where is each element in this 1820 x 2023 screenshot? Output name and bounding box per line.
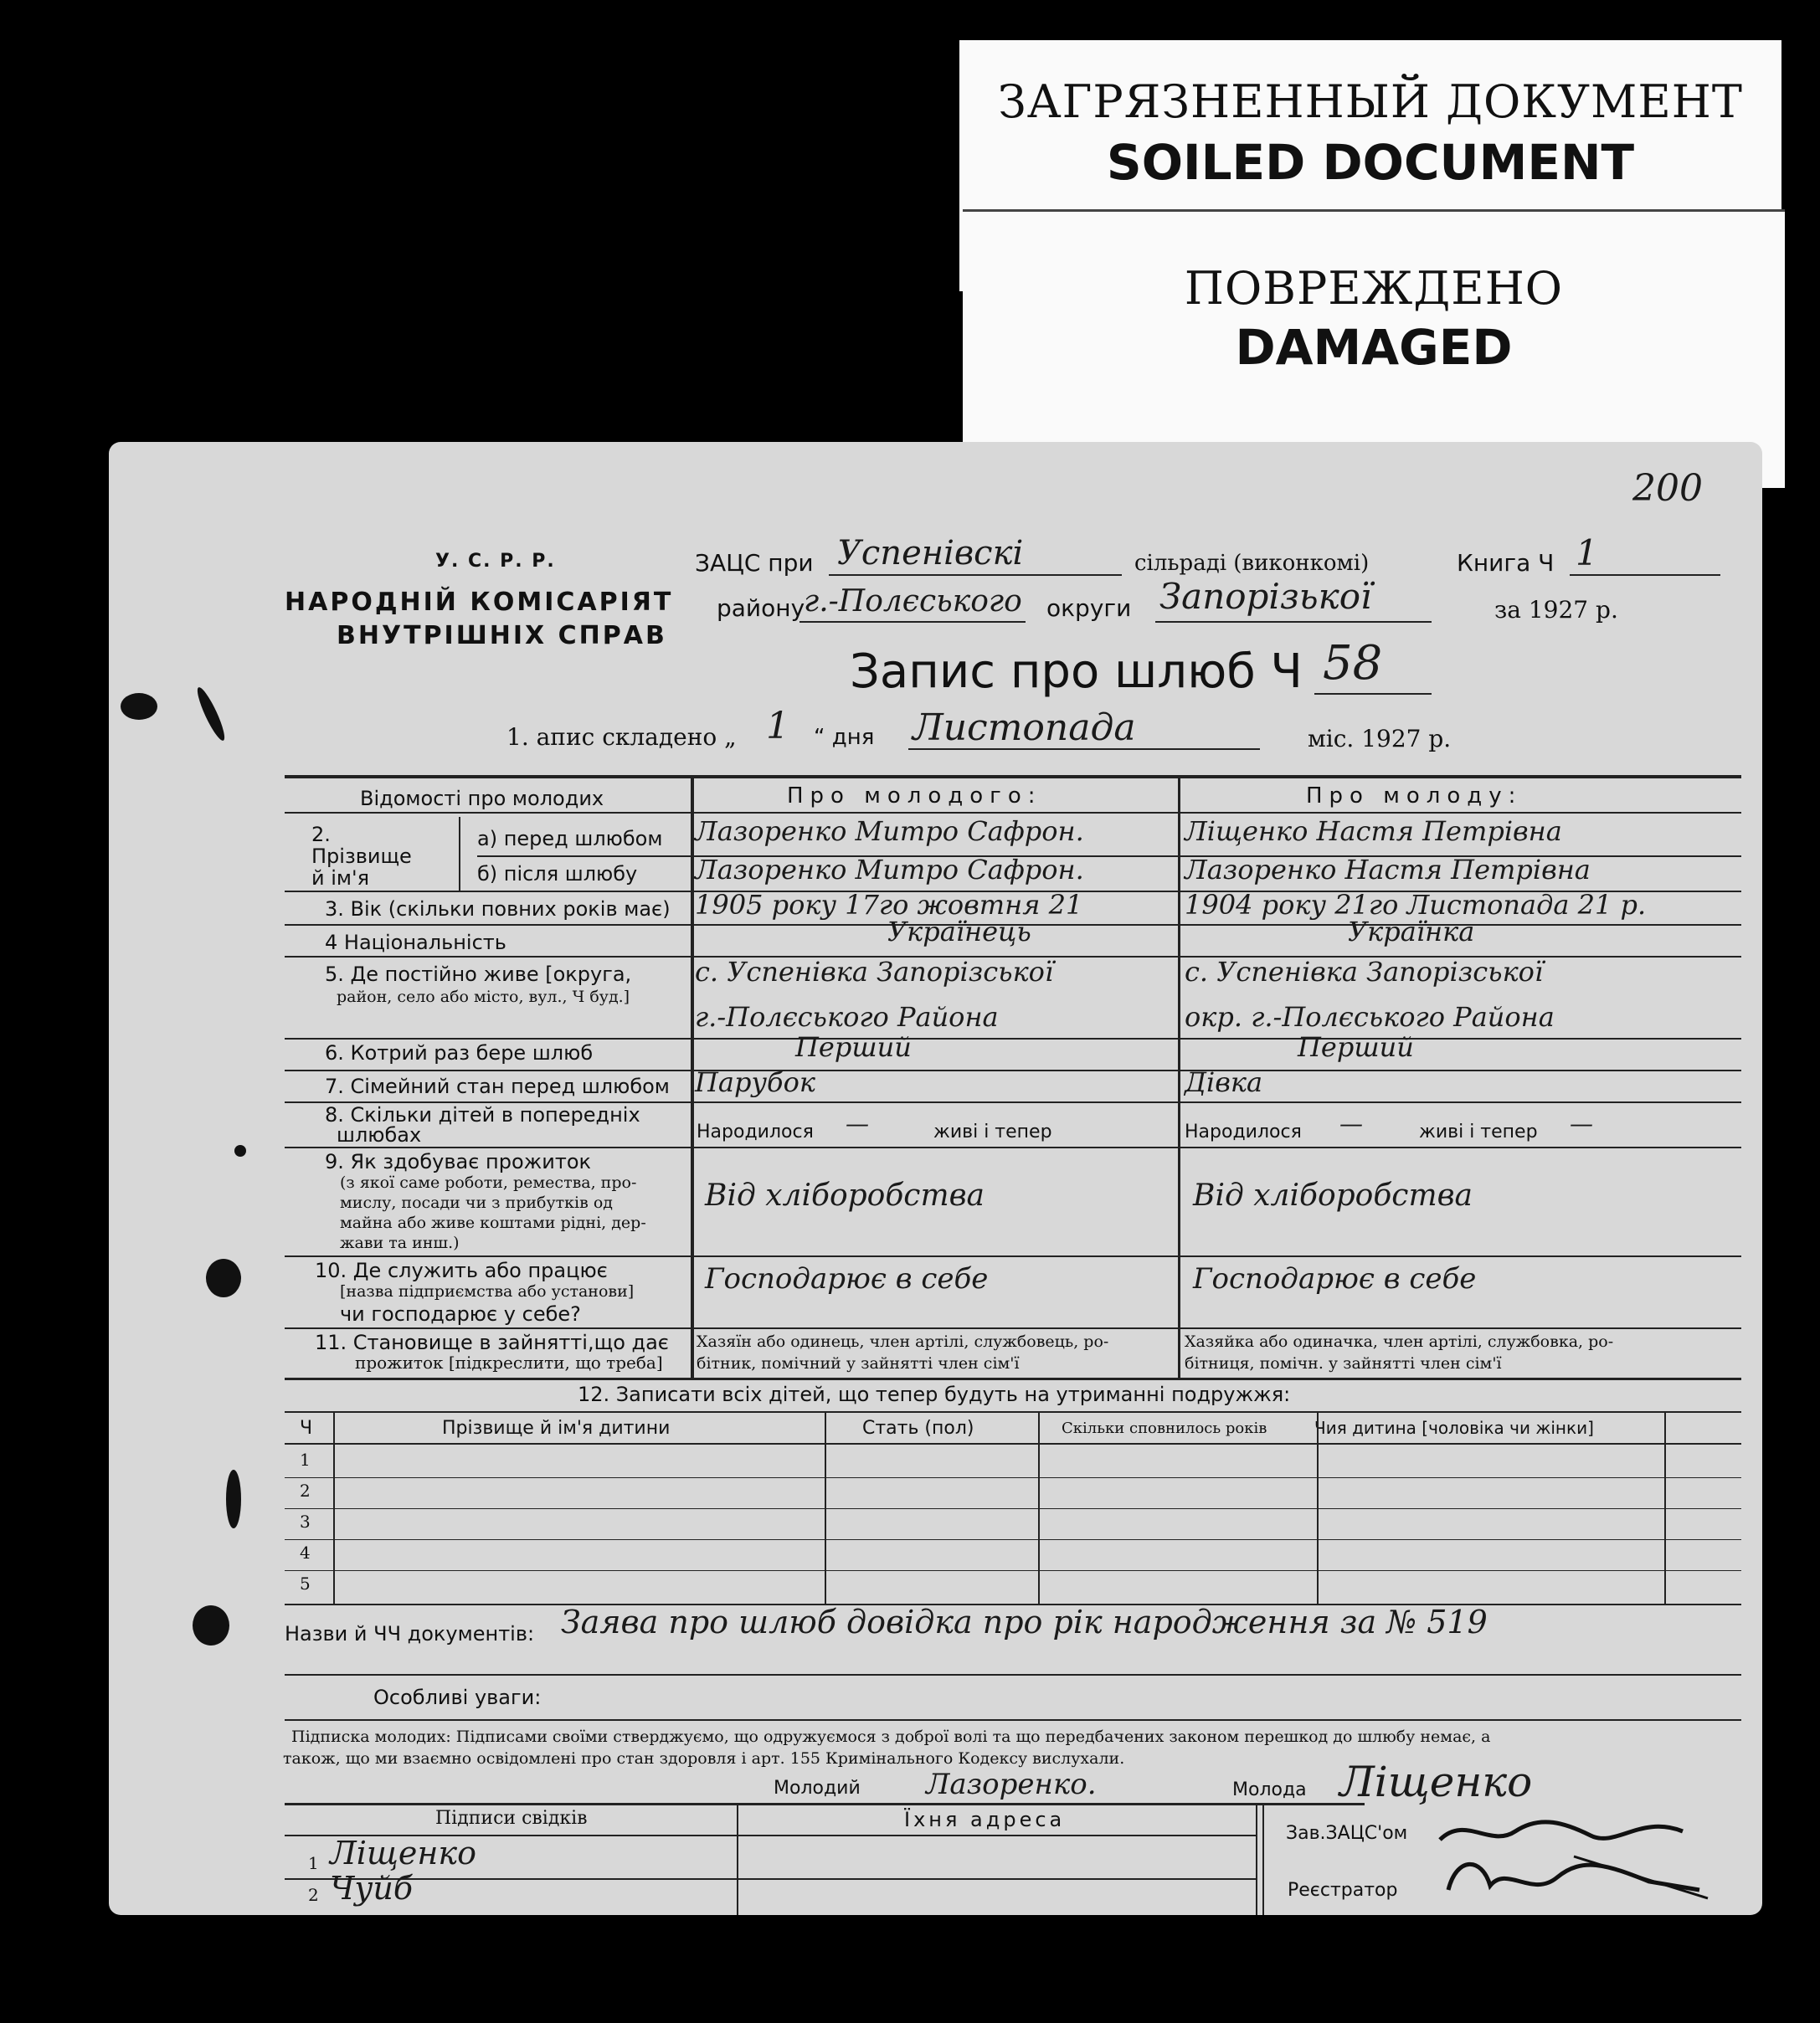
groom-name-after: Лазоренко Митро Сафрон. [695,854,1084,886]
composed-prefix: 1. апис складено „ [506,723,737,751]
bride-status-options-2: бітниця, помічн. у зайнятті член сім'ї [1185,1354,1502,1373]
declaration-line2: також, що ми взаємно освідомлені про стан здоровля і арт. 155 Кримінального Кодексу вислухали. [283,1749,1125,1768]
child-row-divider [285,1508,1741,1509]
groom-residence-2: г.-Полєського Района [695,1001,999,1033]
bride-name-before: Ліщенко Настя Петрівна [1185,815,1562,847]
bride-nationality: Українка [1348,916,1475,947]
bride-age: 1904 року 21го Листопада 21 р. [1185,889,1647,921]
child-row-divider [285,1570,1741,1571]
row11-label: 11. Становище в зайнятті,що дає [315,1331,669,1354]
children-col-whose: Чия дитина [чоловіка чи жінки] [1314,1418,1594,1438]
row3-label: 3. Вік (скільки повних років має) [325,897,671,921]
child-row-number: 5 [300,1574,311,1594]
witness-2-num: 2 [308,1885,319,1905]
bride-times: Перший [1298,1031,1414,1063]
children-col-age: Скільки сповнилось років [1062,1420,1267,1437]
registrar-label: Реєстратор [1288,1880,1398,1901]
groom-born-label: Народилося [697,1122,814,1142]
record-number: 58 [1323,636,1383,691]
commissariat-line2: ВНУТРІШНІХ СПРАВ [337,621,667,650]
children-col-sex: Стать (пол) [862,1418,974,1439]
book-label: Книга Ч [1457,549,1555,577]
composed-mid: “ дня [814,725,875,750]
row2a-label: а) перед шлюбом [477,827,663,850]
bride-work: Господарює в себе [1193,1262,1477,1296]
child-row-number: 1 [300,1450,311,1470]
bride-status-options-1: Хазяйка або одиначка, член артілі, службовка, ро- [1185,1332,1614,1351]
year-label: за 1927 р. [1494,596,1618,624]
row7-label: 7. Сімейний стан перед шлюбом [325,1075,670,1098]
witness-1-num: 1 [308,1853,319,1873]
groom-name-before: Лазоренко Митро Сафрон. [695,815,1084,847]
child-row-number: 2 [300,1481,311,1501]
damaged-label-ru: ПОВРЕЖДЕНО [1184,262,1564,315]
row2-label: 2. Прізвище й ім'я [311,823,412,890]
district-label: району [717,594,805,622]
bride-signature: Ліщенко [1339,1758,1533,1806]
row8-label: 8. Скільки дітей в попередніх [325,1103,640,1127]
groom-signature-label: Молодий [774,1778,861,1799]
record-title: Запис про шлюб Ч [850,644,1303,699]
composed-month: Листопада [913,706,1136,749]
groom-age: 1905 року 17го жовтня 21 [695,889,1083,921]
bride-born: — [1339,1110,1363,1137]
row6-label: 6. Котрий раз бере шлюб [325,1041,594,1065]
row2b-label: б) після шлюбу [477,862,638,886]
col-bride-header: Про молоду: [1306,783,1523,809]
composed-day: 1 [766,705,789,747]
children-col-name: Прізвище й ім'я дитини [442,1418,671,1439]
groom-born: — [846,1110,869,1137]
groom-status: Парубок [695,1066,815,1098]
head-label: Зав.ЗАЦС'ом [1286,1823,1408,1844]
row9-label: 9. Як здобуває прожиток [325,1150,592,1173]
groom-status-options-2: бітник, помічний у зайнятті член сім'ї [697,1354,1020,1373]
child-row-divider [285,1539,1741,1540]
groom-residence-1: с. Успенівка Запорізської [695,956,1054,988]
children-col-num: Ч [300,1418,313,1439]
composed-suffix: міс. 1927 р. [1308,725,1452,752]
witness-label: Підписи свідків [435,1808,588,1829]
bride-alive-label: живі і тепер [1419,1122,1538,1142]
bride-residence-1: с. Успенівка Запорізської [1185,956,1544,988]
groom-signature: Лазоренко. [926,1768,1097,1801]
row10-label: 10. Де служить або працює [315,1259,608,1282]
page-number: 200 [1632,467,1703,510]
address-label: Їхня адреса [904,1808,1066,1831]
book-value: 1 [1576,532,1598,573]
child-row-number: 3 [300,1512,311,1532]
binder-hole [121,693,157,720]
okrug-value: Запорізької [1159,576,1372,617]
bride-signature-label: Молода [1232,1779,1307,1800]
documents-label: Назви й ЧЧ документів: [285,1622,535,1646]
documents-value: Заява про шлюб довідка про рік народження за № 519 [561,1604,1488,1640]
groom-times: Перший [795,1031,912,1063]
groom-alive-label: живі і тепер [933,1122,1052,1142]
zags-label: ЗАЦС при [695,549,814,577]
col-info-header: Відомості про молодих [360,787,604,810]
bride-residence-2: окр. г.-Полєського Района [1185,1001,1555,1033]
notes-label: Особливі уваги: [373,1686,542,1709]
tear-mark [226,1470,241,1528]
row9-sub4: жави та инш.) [340,1234,460,1252]
row5-sublabel: район, село або місто, вул., Ч буд.] [337,988,630,1006]
bride-status: Дівка [1185,1066,1263,1098]
row5-label: 5. Де постійно живе [округа, [325,963,632,986]
bride-living: Від хліборобства [1193,1178,1473,1213]
damaged-label-en: DAMAGED [1235,319,1513,376]
groom-living: Від хліборобства [705,1178,985,1213]
bride-born-label: Народилося [1185,1122,1302,1142]
child-row-divider [285,1477,1741,1478]
row4-label: 4 Національність [325,931,506,954]
col-groom-header: Про молодого: [787,783,1042,809]
zags-value: Успенівскі [837,534,1024,572]
children-title: 12. Записати всіх дітей, що тепер будуть на утриманні подружжя: [578,1383,1291,1406]
row8-sublabel: шлюбах [337,1123,422,1147]
row9-sub2: мислу, посади чи з прибутків од [340,1194,613,1212]
row11-sublabel: прожиток [підкреслити, що треба] [355,1353,663,1373]
groom-status-options-1: Хазяїн або одинець, член артілі, службовець, ро- [697,1332,1109,1351]
bride-name-after: Лазоренко Настя Петрівна [1185,854,1591,886]
commissariat-line1: НАРОДНІЙ КОМІСАРІЯТ [285,588,674,617]
district-value: г.-Полєського [804,584,1022,619]
row9-sub1: (з якої саме роботи, ремества, про- [340,1173,637,1192]
child-row-number: 4 [300,1543,311,1563]
row10-sub1: [назва підприємства або установи] [340,1282,635,1301]
selrada-label: сільраді (виконкомі) [1134,551,1370,576]
groom-nationality: Українець [887,916,1031,947]
official-signatures [1432,1798,1716,1907]
groom-work: Господарює в себе [705,1262,989,1296]
binder-hole [234,1145,246,1157]
row10-sub2: чи господарює у себе? [340,1302,581,1326]
declaration-line1: Підписка молодих: Підписами своїми стверджуємо, що одружуємося з доброї волі та що передбачених законом перешкод до шлюбу немає, а [291,1728,1491,1746]
soiled-label-ru: ЗАГРЯЗНЕННЫЙ ДОКУМЕНТ [998,75,1743,128]
soiled-label-en: SOILED DOCUMENT [1106,134,1635,191]
witness-2-signature: Чуйб [330,1870,414,1907]
tear-mark [193,685,229,742]
binder-hole [193,1605,229,1646]
binder-hole [206,1259,241,1297]
okrug-label: округи [1046,594,1132,622]
ussr-abbrev: У. С. Р. Р. [435,551,556,572]
bride-alive: — [1570,1110,1593,1137]
row9-sub3: майна або живе коштами рідні, дер- [340,1214,646,1232]
marriage-record-form [109,442,1762,1915]
witness-1-signature: Ліщенко [330,1835,476,1872]
